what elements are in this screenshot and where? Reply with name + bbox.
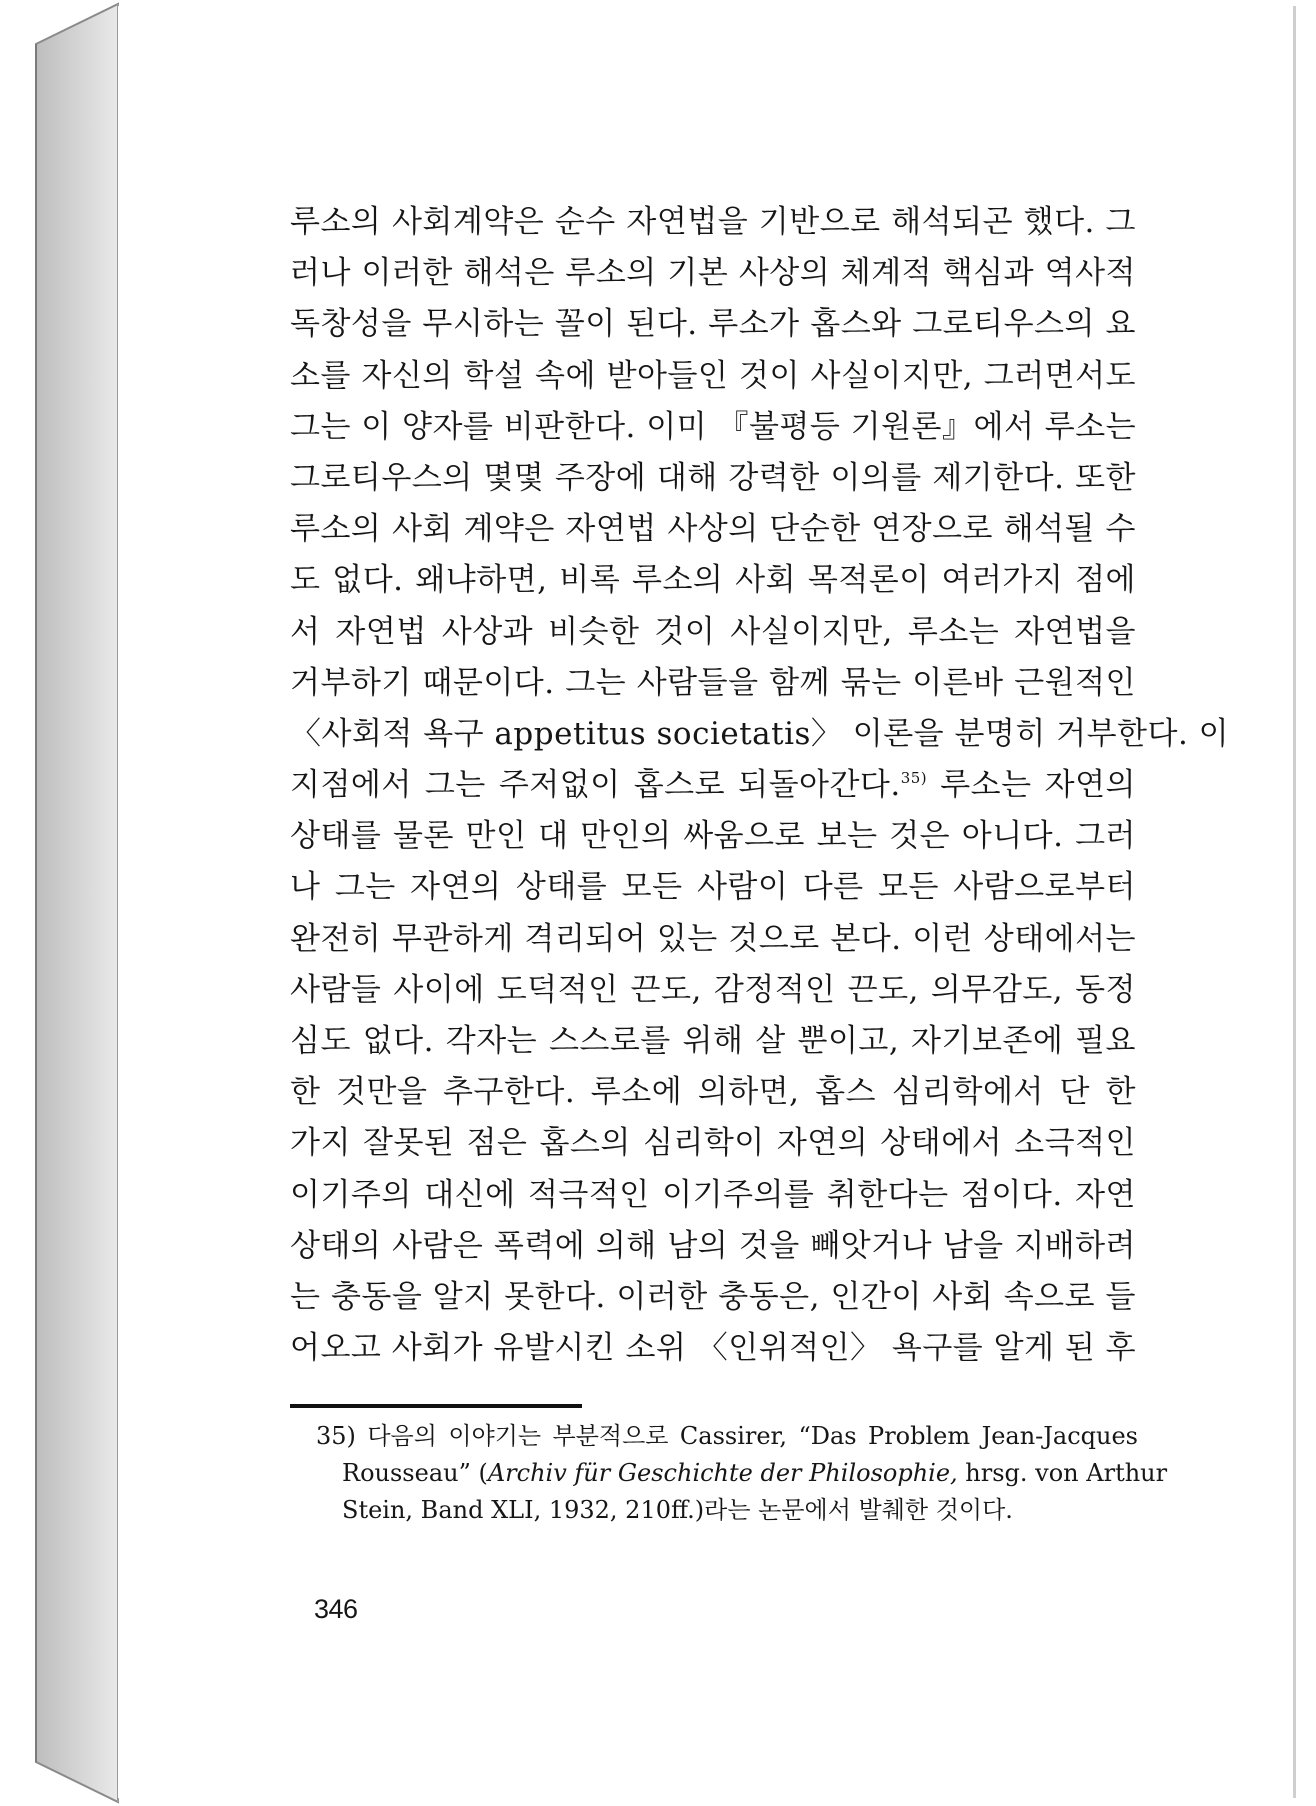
footnote-reference: 35) — [900, 769, 928, 788]
body-line: 는 충동을 알지 못한다. 이러한 충동은, 인간이 사회 속으로 들 — [290, 1278, 1136, 1315]
body-line: 이기주의 대신에 적극적인 이기주의를 취한다는 점이다. 자연 — [290, 1176, 1136, 1213]
body-line: 러나 이러한 해석은 루소의 기본 사상의 체계적 핵심과 역사적 — [290, 255, 1136, 292]
body-text — [290, 197, 1230, 1374]
body-line-part: 지점에서 그는 주저없이 홉스로 되돌아간다. — [290, 767, 901, 804]
body-line: 〈사회적 욕구 appetitus societatis〉 이론을 분명히 거부한다. 이 — [290, 715, 1230, 752]
page-number: 346 — [314, 1594, 358, 1624]
footnote-divider — [290, 1404, 582, 1408]
body-line: 가지 잘못된 점은 홉스의 심리학이 자연의 상태에서 소극적인 — [290, 1125, 1136, 1162]
body-line: 도 없다. 왜냐하면, 비록 루소의 사회 목적론이 여러가지 점에 — [290, 562, 1136, 599]
body-line-part: 루소는 자연의 — [927, 767, 1136, 804]
footnote-text: Rousseau” ( — [342, 1459, 488, 1487]
book-spine — [0, 0, 118, 1806]
body-line: 그로티우스의 몇몇 주장에 대해 강력한 이의를 제기한다. 또한 — [290, 459, 1136, 496]
body-line: 그는 이 양자를 비판한다. 이미 『불평등 기원론』에서 루소는 — [290, 408, 1137, 445]
body-line-with-footnote-ref — [290, 760, 1136, 811]
footnote-line — [316, 1455, 1168, 1492]
body-line: 나 그는 자연의 상태를 모든 사람이 다른 모든 사람으로부터 — [290, 869, 1136, 906]
footnote-line: Stein, Band XLI, 1932, 210ff.)라는 논문에서 발췌한 것이다. — [342, 1496, 1013, 1524]
body-line: 루소의 사회 계약은 자연법 사상의 단순한 연장으로 해석될 수 — [290, 511, 1136, 548]
footnote-line: 35) 다음의 이야기는 부분적으로 Cassirer, “Das Problem Jean-Jacques — [316, 1422, 1138, 1450]
body-line: 소를 자신의 학설 속에 받아들인 것이 사실이지만, 그러면서도 — [290, 357, 1136, 394]
body-line: 거부하기 때문이다. 그는 사람들을 함께 묶는 이른바 근원적인 — [290, 664, 1136, 701]
footnote-text: hrsg. von Arthur — [957, 1459, 1168, 1487]
body-line: 독창성을 무시하는 꼴이 된다. 루소가 홉스와 그로티우스의 요 — [290, 306, 1136, 343]
body-line: 한 것만을 추구한다. 루소에 의하면, 홉스 심리학에서 단 한 — [290, 1074, 1136, 1111]
body-line: 상태의 사람은 폭력에 의해 남의 것을 빼앗거나 남을 지배하려 — [290, 1227, 1136, 1264]
journal-title: Archiv für Geschichte der Philosophie, — [487, 1459, 958, 1487]
body-line: 루소의 사회계약은 순수 자연법을 기반으로 해석되곤 했다. 그 — [290, 204, 1136, 240]
body-line: 완전히 무관하게 격리되어 있는 것으로 본다. 이런 상태에서는 — [290, 920, 1136, 957]
body-line: 사람들 사이에 도덕적인 끈도, 감정적인 끈도, 의무감도, 동정 — [290, 971, 1136, 1008]
body-line: 심도 없다. 각자는 스스로를 위해 살 뿐이고, 자기보존에 필요 — [290, 1023, 1136, 1059]
body-line: 상태를 물론 만인 대 만인의 싸움으로 보는 것은 아니다. 그러 — [290, 818, 1136, 855]
footnote — [316, 1418, 1168, 1529]
body-line: 어오고 사회가 유발시킨 소위 〈인위적인〉 욕구를 알게 된 후 — [290, 1330, 1137, 1367]
body-line: 서 자연법 사상과 비슷한 것이 사실이지만, 루소는 자연법을 — [290, 613, 1136, 650]
